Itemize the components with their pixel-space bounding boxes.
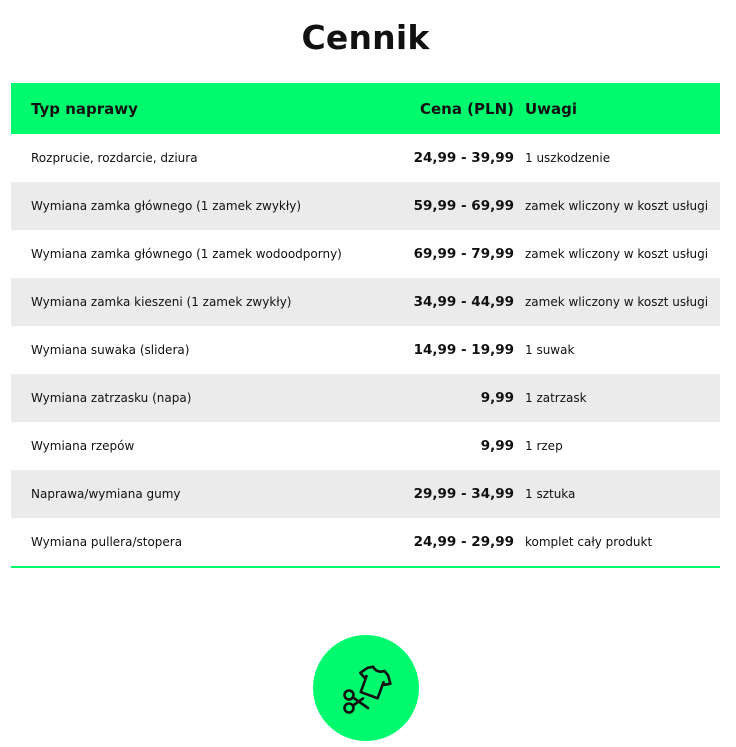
repair-type-cell: Wymiana zamka głównego (1 zamek zwykły) <box>31 199 302 213</box>
repair-type-cell: Wymiana zatrzasku (napa) <box>31 391 192 405</box>
table-row <box>11 422 720 470</box>
table-row <box>11 278 720 326</box>
notes-cell: zamek wliczony w koszt usługi <box>525 247 709 261</box>
notes-cell: 1 suwak <box>525 343 575 357</box>
repair-type-cell: Wymiana pullera/stopera <box>31 535 183 549</box>
notes-cell: komplet cały produkt <box>525 535 653 549</box>
notes-cell: zamek wliczony w koszt usługi <box>525 295 709 309</box>
table-row <box>11 326 720 374</box>
price-cell: 59,99 - 69,99 <box>413 198 514 214</box>
notes-cell: 1 uszkodzenie <box>525 151 611 165</box>
repair-type-cell: Wymiana suwaka (slidera) <box>31 343 190 357</box>
notes-cell: 1 sztuka <box>525 487 576 501</box>
notes-cell: zamek wliczony w koszt usługi <box>525 199 709 213</box>
table-row <box>11 230 720 278</box>
table-row <box>11 470 720 518</box>
table-row <box>11 182 720 230</box>
price-table-container <box>11 83 720 568</box>
repair-type-cell: Wymiana zamka głównego (1 zamek wodoodporny) <box>31 247 342 261</box>
table-row <box>11 134 720 182</box>
price-cell: 29,99 - 34,99 <box>413 486 514 502</box>
price-cell: 24,99 - 39,99 <box>413 150 514 166</box>
table-row <box>11 518 720 566</box>
scissors-shirt-icon <box>336 658 396 718</box>
price-table-body <box>11 134 720 566</box>
repair-service-badge <box>313 635 419 741</box>
header-price: Cena (PLN) <box>419 99 514 118</box>
header-row <box>11 83 720 134</box>
price-cell: 9,99 <box>480 390 514 406</box>
price-cell: 34,99 - 44,99 <box>413 294 514 310</box>
price-table <box>11 83 720 566</box>
header-repair-type: Typ naprawy <box>31 99 138 118</box>
notes-cell: 1 zatrzask <box>525 391 587 405</box>
price-cell: 69,99 - 79,99 <box>413 246 514 262</box>
repair-type-cell: Wymiana rzepów <box>31 439 135 453</box>
price-cell: 24,99 - 29,99 <box>413 534 514 550</box>
repair-type-cell: Wymiana zamka kieszeni (1 zamek zwykły) <box>31 295 292 309</box>
page-title: Cennik <box>301 18 430 57</box>
table-bottom-divider <box>11 566 720 568</box>
price-table-header <box>11 83 720 134</box>
table-row <box>11 374 720 422</box>
price-cell: 9,99 <box>480 438 514 454</box>
repair-type-cell: Naprawa/wymiana gumy <box>31 487 181 501</box>
price-cell: 14,99 - 19,99 <box>413 342 514 358</box>
notes-cell: 1 rzep <box>525 439 563 453</box>
repair-type-cell: Rozprucie, rozdarcie, dziura <box>31 151 198 165</box>
header-notes: Uwagi <box>525 99 578 118</box>
